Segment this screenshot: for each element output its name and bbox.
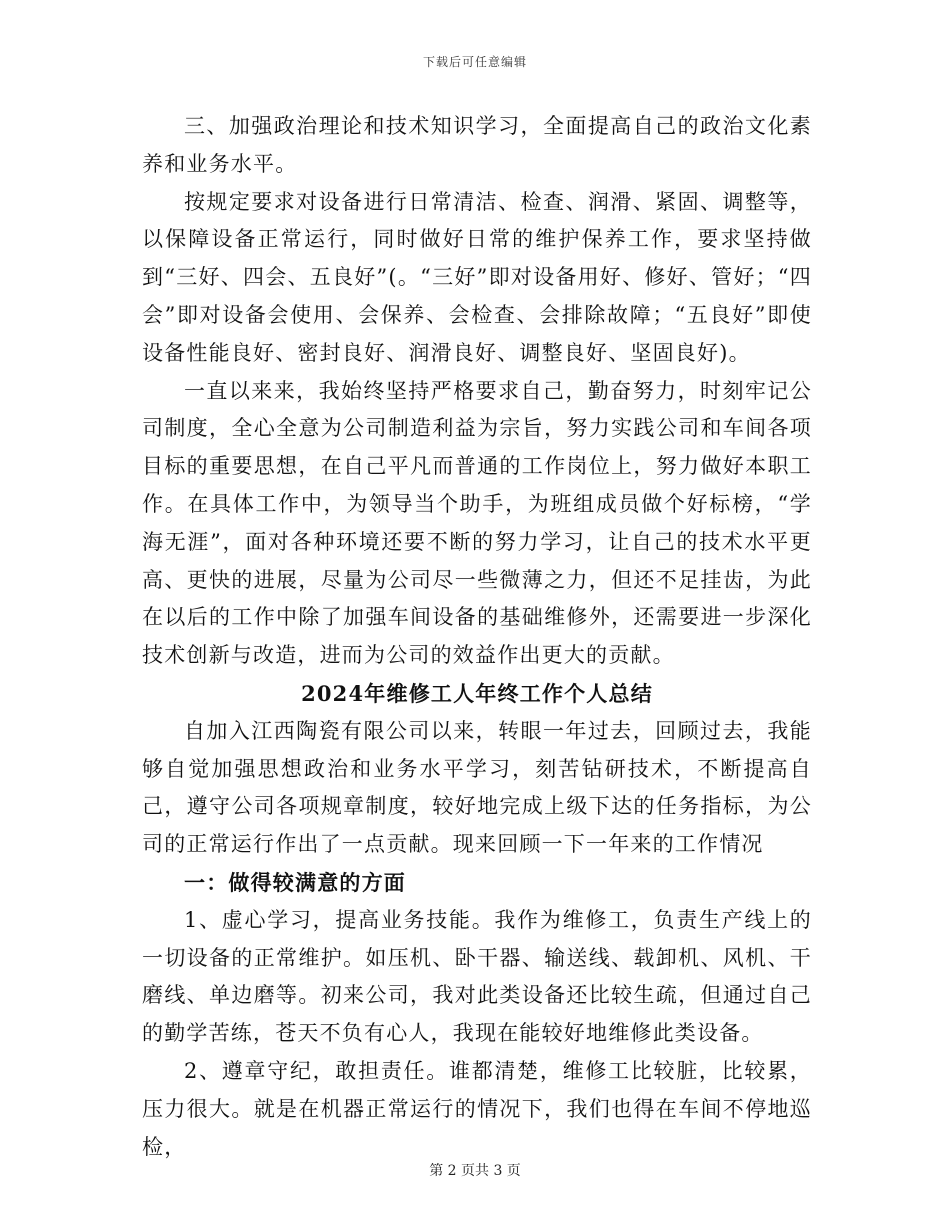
paragraph-item-two: 2、遵章守纪，敢担责任。谁都清楚，维修工比较脏，比较累，压力很大。就是在机器正常运行的情况下，我们也得在车间不停地巡检， — [142, 1058, 812, 1159]
page-footer: 第 2 页共 3 页 — [429, 1163, 521, 1179]
paragraph-item-one: 1、虚心学习，提高业务技能。我作为维修工，负责生产线上的一切设备的正常维护。如压机、卧干器、输送线、载卸机、风机、干磨线、单边磨等。初来公司，我对此类设备还比较生疏，但通过自己的勤学苦练，苍天不负有心人，我现在能较好地维修此类设备。 — [142, 907, 812, 1046]
document-title: 2024年维修工人年终工作个人总结 — [301, 680, 653, 706]
paragraph-introduction: 自加入江西陶瓷有限公司以来，转眼一年过去，回顾过去，我能够自觉加强思想政治和业务水平学习，刻苦钻研技术，不断提高自己，遵守公司各项规章制度，较好地完成上级下达的任务指标，为公司的正常运行作出了一点贡献。现来回顾一下一年来的工作情况 — [142, 718, 812, 857]
paragraph-self-requirement: 一直以来来，我始终坚持严格要求自己，勤奋努力，时刻牢记公司制度，全心全意为公司制造利益为宗旨，努力实践公司和车间各项目标的重要思想，在自己平凡而普通的工作岗位上，努力做好本职工作。在具体工作中，为领导当个助手，为班组成员做个好标榜，“学海无涯”，面对各种环境还要不断的努力学习，让自己的技术水平更高、更快的进展，尽量为公司尽一些微薄之力，但还不足挂齿，为此在以后的工作中除了加强车间设备的基础维修外，还需要进一步深化技术创新与改造，进而为公司的效益作出更大的贡献。 — [142, 378, 812, 668]
section-heading-satisfactory: 一：做得较满意的方面 — [184, 869, 406, 895]
paragraph-equipment-maintenance: 按规定要求对设备进行日常清洁、检查、润滑、紧固、调整等，以保障设备正常运行，同时做好日常的维护保养工作，要求坚持做到“三好、四会、五良好”(。“三好”即对设备用好、修好、管好；“四会”即对设备会使用、会保养、会检查、会排除故障；“五良好”即使设备性能良好、密封良好、润滑良好、调整良好、坚固良好)。 — [142, 189, 812, 365]
page-header: 下载后可任意编辑 — [422, 55, 527, 69]
paragraph-section-three: 三、加强政治理论和技术知识学习，全面提高自己的政治文化素养和业务水平。 — [142, 114, 812, 176]
document-body — [142, 108, 812, 1166]
